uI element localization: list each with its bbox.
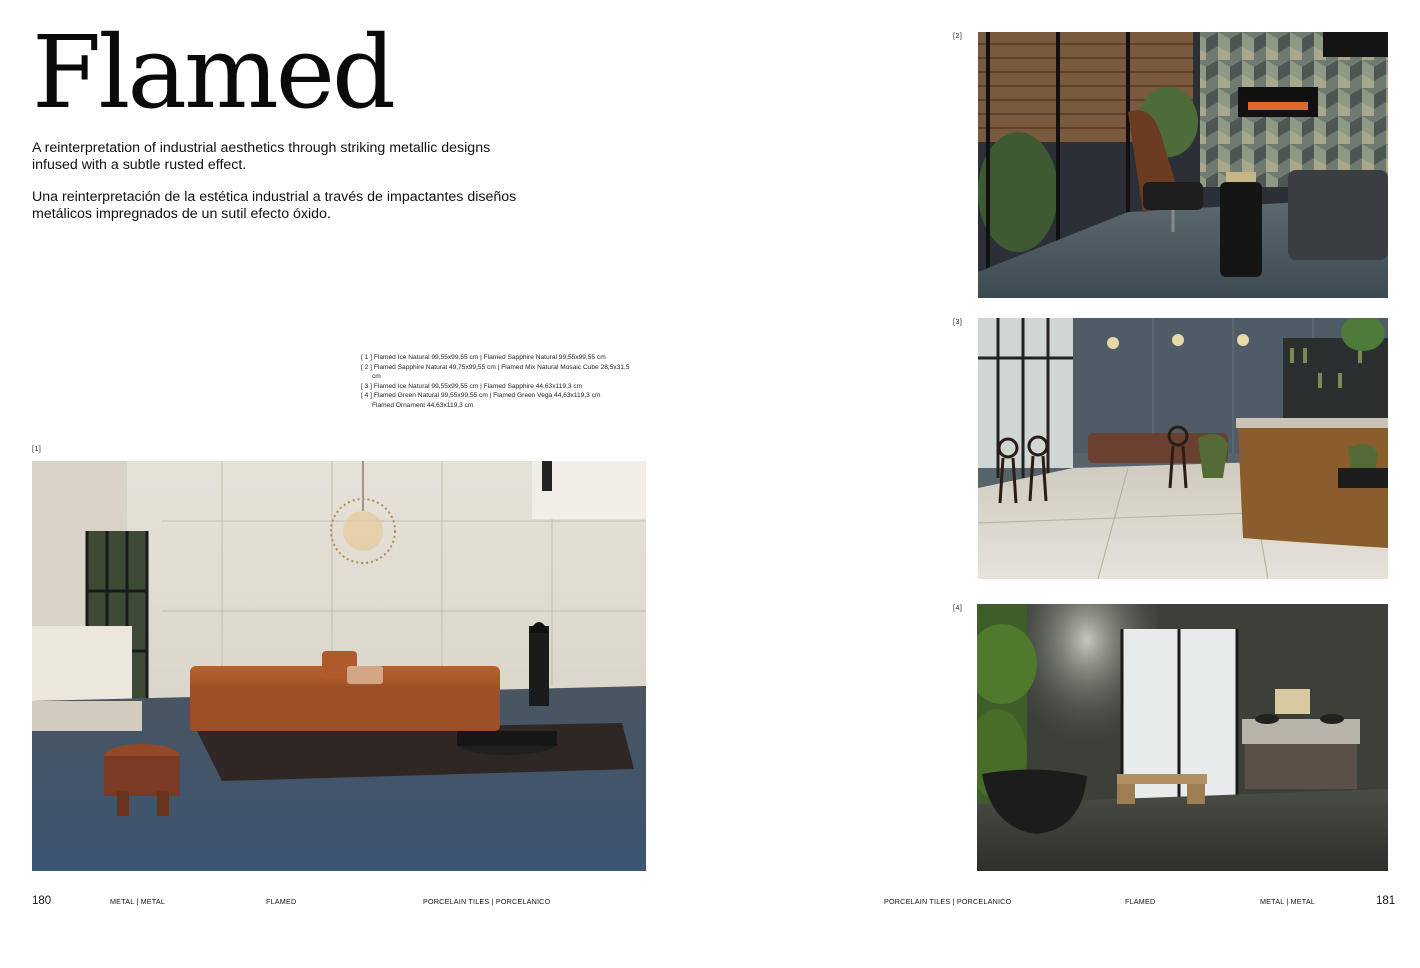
- intro-text-english: A reinterpretation of industrial aesthetics through striking metallic designs infused with a subtle rusted effect.: [32, 140, 491, 173]
- caption-3: [ 3 ] Flamed Ice Natural 99,55x99,55 cm | Flamed Sapphire 44,63x119,3 cm: [361, 382, 583, 390]
- caption-2: [ 2 ] Flamed Sapphire Natural 49,75x99,55 cm | Flamed Mix Natural Mosaic Cube 28,5x31,5: [361, 363, 630, 371]
- page-number-right: 181: [1376, 895, 1396, 907]
- bathroom-photo: [977, 604, 1388, 871]
- caption-2-continued: cm: [372, 373, 381, 381]
- photo-label-2: [2]: [953, 33, 963, 40]
- footer-category-left: PORCELAIN TILES | PORCELANICO: [423, 897, 551, 906]
- page-title: Flamed: [32, 14, 394, 131]
- footer-collection-right: FLAMED: [1125, 897, 1156, 906]
- footer-category-right: PORCELAIN TILES | PORCELANICO: [884, 897, 1012, 906]
- lounge-photo: [978, 32, 1388, 298]
- caption-1: [ 1 ] Flamed Ice Natural 99,55x99,55 cm | Flamed Sapphire Natural 99,55x99,55 cm: [361, 354, 606, 361]
- photo-captions: [361, 353, 651, 411]
- restaurant-photo: [978, 318, 1388, 579]
- living-room-photo: [32, 461, 646, 871]
- intro-text-spanish: Una reinterpretación de la estética industrial a través de impactantes diseños metálicos impregnados de un sutil efecto óxido.: [32, 189, 517, 222]
- footer-section-right: METAL | METAL: [1260, 897, 1316, 906]
- caption-4-continued: Flamed Ornament 44,63x119,3 cm: [372, 401, 474, 409]
- photo-label-4: [4]: [953, 605, 963, 612]
- caption-4: [ 4 ] Flamed Green Natural 99,55x99,55 cm | Flamed Green Vega 44,63x119,3 cm: [361, 392, 601, 400]
- footer-section-left: METAL | METAL: [110, 897, 166, 906]
- page-number-left: 180: [32, 895, 52, 907]
- photo-label-3: [3]: [953, 319, 963, 326]
- footer-collection-left: FLAMED: [266, 897, 297, 906]
- photo-label-1: [1]: [32, 446, 42, 453]
